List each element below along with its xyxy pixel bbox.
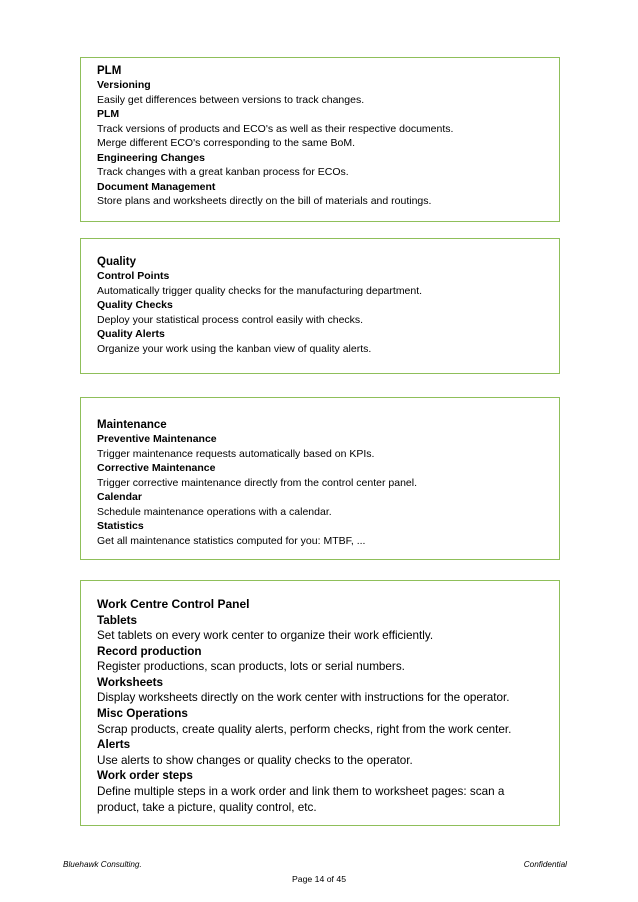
item-text: Merge different ECO's corresponding to the same BoM. (97, 137, 356, 149)
item-heading: Record production (97, 644, 202, 658)
item-text: Automatically trigger quality checks for the manufacturing department. (97, 284, 423, 297)
item-text: Store plans and worksheets directly on the bill of materials and routings. (97, 195, 432, 207)
item-text: Schedule maintenance operations with a calendar. (97, 505, 332, 518)
item-text: Trigger corrective maintenance directly from the control center panel. (97, 476, 418, 489)
item-heading: Document Management (97, 180, 216, 193)
item-heading: Control Points (97, 270, 170, 282)
item-text: Deploy your statistical process control easily with checks. (97, 313, 364, 326)
item-text: Easily get differences between versions to track changes. (97, 93, 365, 106)
section-title: Maintenance (97, 419, 167, 431)
section-title: Work Centre Control Panel (97, 597, 250, 611)
item-text: Track changes with a great kanban process for ECOs. (97, 166, 349, 178)
item-heading: Statistics (97, 520, 144, 532)
item-heading: Quality Checks (97, 299, 173, 311)
item-text: Get all maintenance statistics computed for you: MTBF, ... (97, 534, 366, 547)
item-text: Scrap products, create quality alerts, perform checks, right from the work center. (97, 722, 512, 736)
section-title: Quality (97, 256, 136, 268)
item-heading: Engineering Changes (97, 151, 205, 164)
item-text: Trigger maintenance requests automatically based on KPIs. (97, 447, 375, 460)
item-heading: Tablets (97, 613, 138, 627)
item-heading: Quality Alerts (97, 328, 165, 340)
item-heading: Misc Operations (97, 707, 188, 721)
item-heading: Versioning (97, 79, 151, 91)
item-heading: PLM (97, 108, 120, 120)
item-text: Organize your work using the kanban view of quality alerts. (97, 342, 372, 355)
page-number: Page 14 of 45 (291, 874, 347, 884)
item-text: Display worksheets directly on the work center with instructions for the operator. (97, 691, 510, 705)
footer-company: Bluehawk Consulting. (63, 860, 142, 869)
plm-section (80, 57, 560, 222)
item-heading: Calendar (97, 491, 142, 503)
item-text: product, take a picture, quality control, etc. (97, 800, 317, 814)
item-heading: Alerts (97, 738, 131, 752)
item-text: Register productions, scan products, lots or serial numbers. (97, 660, 405, 674)
item-heading: Corrective Maintenance (97, 462, 216, 474)
item-heading: Preventive Maintenance (97, 433, 217, 445)
section-title: PLM (97, 65, 122, 77)
item-heading: Work order steps (97, 769, 193, 783)
maintenance-section (80, 397, 560, 560)
item-heading: Worksheets (97, 675, 164, 689)
footer-confidential: Confidential (523, 860, 567, 869)
item-text: Define multiple steps in a work order and link them to worksheet pages: scan a (97, 785, 505, 799)
item-text: Set tablets on every work center to organize their work efficiently. (97, 629, 434, 643)
quality-section (80, 238, 560, 374)
work-centre-section (80, 580, 560, 826)
item-text: Use alerts to show changes or quality checks to the operator. (97, 753, 413, 767)
item-text: Track versions of products and ECO's as well as their respective documents. (97, 122, 454, 135)
